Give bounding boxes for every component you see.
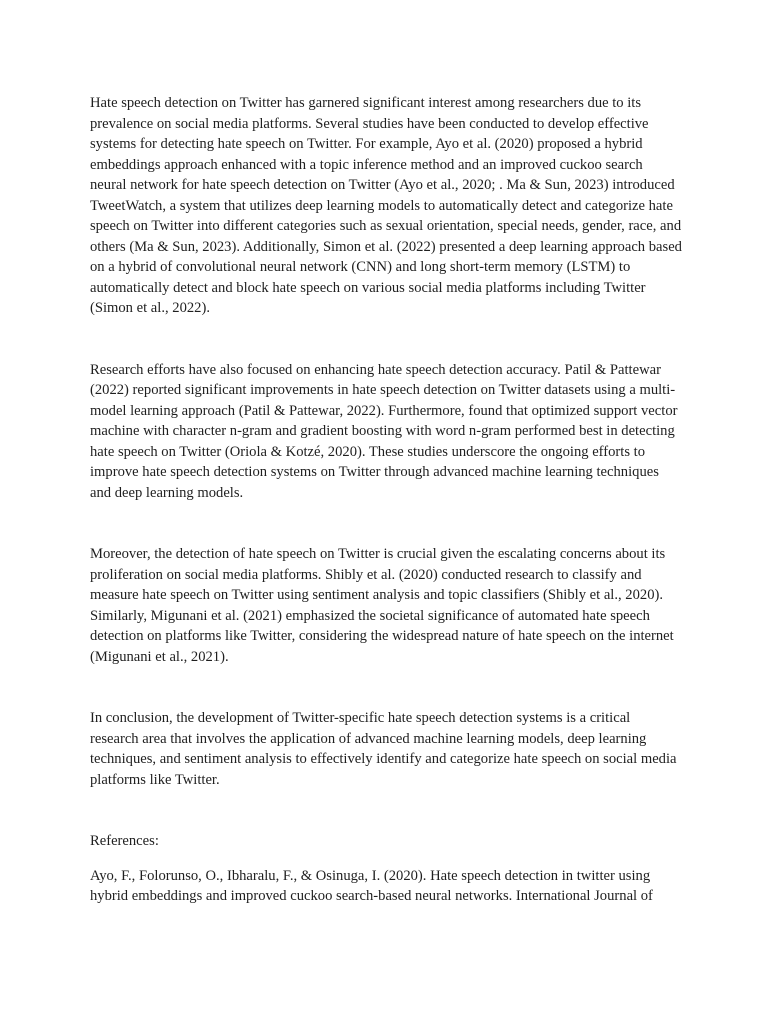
paragraph-accuracy: Research efforts have also focused on enhancing hate speech detection accuracy. Patil & Pattewar (2022) reported significant improvements in hate speech detection on Twitter datasets using a multi-model learning approach (Patil & Pattewar, 2022). Furthermore, found that optimized support vector machine with character n-gram and gradient boosting with word n-gram performed best in detecting hate speech on Twitter (Oriola & Kotzé, 2020). These studies underscore the ongoing efforts to improve hate speech detection systems on Twitter through advanced machine learning techniques and deep learning models. (90, 361, 678, 501)
references-heading: References: (90, 833, 159, 849)
reference-item: Ayo, F., Folorunso, O., Ibharalu, F., & Osinuga, I. (2020). Hate speech detection in twitter using hybrid embeddings and improved cuckoo search-based neural networks. International Journal of (90, 867, 653, 904)
paragraph-intro: Hate speech detection on Twitter has garnered significant interest among researchers due to its prevalence on social media platforms. Several studies have been conducted to develop effective systems for detecting hate speech on Twitter. For example, Ayo et al. (2020) proposed a hybrid embeddings approach enhanced with a topic inference method and an improved cuckoo search neural network for hate speech detection on Twitter (Ayo et al., 2020; . Ma & Sun, 2023) introduced TweetWatch, a system that utilizes deep learning models to automatically detect and categorize hate speech on Twitter into different categories such as sexual orientation, special needs, gender, race, and others (Ma & Sun, 2023). Additionally, Simon et al. (2022) presented a deep learning approach based on a hybrid of convolutional neural network (CNN) and long short-term memory (LSTM) to automatically detect and block hate speech on various social media platforms including Twitter (Simon et al., 2022). (90, 95, 682, 316)
paragraph-conclusion: In conclusion, the development of Twitter-specific hate speech detection systems is a critical research area that involves the application of advanced machine learning models, deep learning techniques, and sentiment analysis to effectively identify and categorize hate speech on social media platforms like Twitter. (90, 710, 677, 788)
paragraph-moreover: Moreover, the detection of hate speech on Twitter is crucial given the escalating concerns about its proliferation on social media platforms. Shibly et al. (2020) conducted research to classify and measure hate speech on Twitter using sentiment analysis and topic classifiers (Shibly et al., 2020). Similarly, Migunani et al. (2021) emphasized the societal significance of automated hate speech detection on platforms like Twitter, considering the widespread nature of hate speech on the internet (Migunani et al., 2021). (90, 546, 674, 665)
document-page (90, 93, 682, 907)
